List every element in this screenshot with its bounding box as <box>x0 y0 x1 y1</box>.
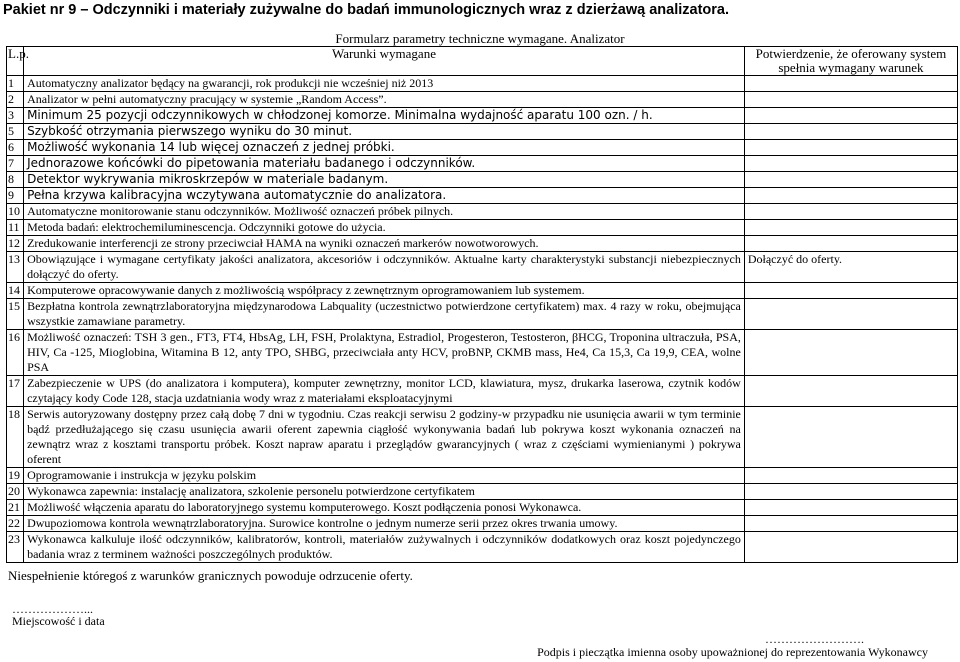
row-number: 14 <box>7 283 24 299</box>
row-requirement: Automatyczny analizator będący na gwarancji, rok produkcji nie wcześniej niż 2013 <box>24 76 745 92</box>
row-confirmation[interactable] <box>744 236 957 252</box>
row-number: 18 <box>7 407 24 468</box>
table-row <box>7 516 958 532</box>
row-requirement: Analizator w pełni automatyczny pracujący w systemie „Random Access”. <box>24 92 745 108</box>
row-confirmation[interactable] <box>744 532 957 563</box>
row-confirmation[interactable] <box>744 330 957 376</box>
table-row <box>7 76 958 92</box>
row-number: 8 <box>7 172 24 188</box>
form-title-text: Formularz parametry techniczne wymagane. <box>335 31 568 46</box>
row-number: 13 <box>7 252 24 283</box>
row-requirement: Automatyczne monitorowanie stanu odczynników. Możliwość oznaczeń próbek pilnych. <box>24 204 745 220</box>
requirements-table <box>6 46 958 563</box>
table-row <box>7 468 958 484</box>
row-requirement: Jednorazowe końcówki do pipetowania materiału badanego i odczynników. <box>24 156 745 172</box>
table-row <box>7 252 958 283</box>
row-number: 17 <box>7 376 24 407</box>
row-confirmation[interactable] <box>744 283 957 299</box>
table-row <box>7 407 958 468</box>
row-confirmation[interactable] <box>744 407 957 468</box>
row-confirmation[interactable] <box>744 220 957 236</box>
row-number: 22 <box>7 516 24 532</box>
row-requirement: Detektor wykrywania mikroskrzepów w materiale badanym. <box>24 172 745 188</box>
table-row <box>7 108 958 124</box>
row-requirement: Dwupoziomowa kontrola wewnątrzlaboratoryjna. Surowice kontrolne o jednym numerze serii przez okres trwania umowy. <box>24 516 745 532</box>
signature-dots: ……………………. <box>765 632 864 646</box>
row-confirmation[interactable] <box>744 172 957 188</box>
row-number: 9 <box>7 188 24 204</box>
row-number: 3 <box>7 108 24 124</box>
place-date-dots: ………………... <box>12 602 93 616</box>
row-number: 19 <box>7 468 24 484</box>
table-row <box>7 299 958 330</box>
row-confirmation[interactable] <box>744 500 957 516</box>
header-lp: L.p. <box>7 47 24 76</box>
row-confirmation[interactable] <box>744 484 957 500</box>
row-requirement: Szybkość otrzymania pierwszego wyniku do 30 minut. <box>24 124 745 140</box>
row-confirmation[interactable]: Dołączyć do oferty. <box>744 252 957 283</box>
table-row <box>7 140 958 156</box>
table-row <box>7 204 958 220</box>
row-confirmation[interactable] <box>744 188 957 204</box>
row-number: 2 <box>7 92 24 108</box>
row-confirmation[interactable] <box>744 140 957 156</box>
row-requirement: Obowiązujące i wymagane certyfikaty jakości analizatora, akcesoriów i odczynników. Aktualne karty charakterystyki substancji niebezpiecznych dołączyć do oferty. <box>24 252 745 283</box>
header-requirements: Warunki wymagane <box>24 47 745 76</box>
row-confirmation[interactable] <box>744 516 957 532</box>
table-row <box>7 124 958 140</box>
table-row <box>7 532 958 563</box>
page-heading: Pakiet nr 9 – Odczynniki i materiały zużywalne do badań immunologicznych wraz z dzierżawą analizatora. <box>3 2 730 18</box>
row-confirmation[interactable] <box>744 124 957 140</box>
row-confirmation[interactable] <box>744 204 957 220</box>
row-number: 11 <box>7 220 24 236</box>
row-number: 12 <box>7 236 24 252</box>
row-requirement: Minimum 25 pozycji odczynnikowych w chłodzonej komorze. Minimalna wydajność aparatu 100 ozn. / h. <box>24 108 745 124</box>
row-requirement: Wykonawca zapewnia: instalację analizatora, szkolenie personelu potwierdzone certyfikatem <box>24 484 745 500</box>
row-confirmation[interactable] <box>744 299 957 330</box>
row-requirement: Bezpłatna kontrola zewnątrzlaboratoryjna międzynarodowa Labquality (uczestnictwo potwierdzone certyfikatem) max. 4 razy w roku, obejmująca wszystkie zamawiane parametry. <box>24 299 745 330</box>
row-confirmation[interactable] <box>744 92 957 108</box>
row-confirmation[interactable] <box>744 376 957 407</box>
row-requirement: Możliwość oznaczeń: TSH 3 gen., FT3, FT4, HbsAg, LH, FSH, Prolaktyna, Estradiol, Progesteron, Testosteron, βHCG, Troponina ultraczuła, PSA, HIV, Ca -125, Mioglobina, Witamina B 12, anty TPO, SHBG, przeciwciała anty HCV, proBNP, CKMB mass, He4, Ca 15,3, Ca 19,9, CEA, wolne PSA <box>24 330 745 376</box>
table-row <box>7 220 958 236</box>
signature-label: Podpis i pieczątka imienna osoby upoważnionej do reprezentowania Wykonawcy <box>537 645 928 659</box>
row-requirement: Wykonawca kalkuluje ilość odczynników, kalibratorów, kontroli, materiałów zużywalnych i odczynników dodatkowych oraz koszt pojedynczego badania wraz z terminem ważności poszczególnych produktów. <box>24 532 745 563</box>
table-row <box>7 92 958 108</box>
table-row <box>7 330 958 376</box>
table-row <box>7 500 958 516</box>
row-number: 6 <box>7 140 24 156</box>
table-row <box>7 236 958 252</box>
table-row <box>7 188 958 204</box>
row-requirement: Możliwość wykonania 14 lub więcej oznaczeń z jednej próbki. <box>24 140 745 156</box>
table-header-row <box>7 47 958 76</box>
form-title-accent: Analizator <box>569 31 625 46</box>
row-requirement: Możliwość włączenia aparatu do laboratoryjnego systemu komputerowego. Koszt podłączenia ponosi Wykonawca. <box>24 500 745 516</box>
place-date-label: Miejscowość i data <box>12 614 105 628</box>
row-number: 7 <box>7 156 24 172</box>
row-number: 23 <box>7 532 24 563</box>
row-requirement: Zabezpieczenie w UPS (do analizatora i komputera), komputer zewnętrzny, monitor LCD, klawiatura, mysz, drukarka laserowa, czytnik kodów czytający kody Code 128, stacja uzdatniania wody wraz z materiałami eksploatacyjnymi <box>24 376 745 407</box>
row-requirement: Pełna krzywa kalibracyjna wczytywana automatycznie do analizatora. <box>24 188 745 204</box>
row-number: 5 <box>7 124 24 140</box>
row-confirmation[interactable] <box>744 76 957 92</box>
rejection-note: Niespełnienie któregoś z warunków granicznych powoduje odrzucenie oferty. <box>8 568 413 583</box>
row-requirement: Metoda badań: elektrochemiluminescencja. Odczynniki gotowe do użycia. <box>24 220 745 236</box>
table-row <box>7 376 958 407</box>
row-number: 15 <box>7 299 24 330</box>
row-confirmation[interactable] <box>744 468 957 484</box>
table-row <box>7 156 958 172</box>
row-confirmation[interactable] <box>744 108 957 124</box>
row-requirement: Zredukowanie interferencji ze strony przeciwciał HAMA na wyniki oznaczeń markerów nowotworowych. <box>24 236 745 252</box>
row-number: 20 <box>7 484 24 500</box>
table-row <box>7 283 958 299</box>
row-number: 10 <box>7 204 24 220</box>
header-confirmation: Potwierdzenie, że oferowany system spełnia wymagany warunek <box>744 47 957 76</box>
row-requirement: Serwis autoryzowany dostępny przez całą dobę 7 dni w tygodniu. Czas reakcji serwisu 2 godziny-w przypadku nie usunięcia awarii w tym terminie bądź przedłużającego się czasu usunięcia awarii oferent zapewnia ciągłość wykonywania badań lub pokrywa koszt wykonania oznaczeń na zewnątrz wraz z kosztami transportu próbek. Koszt napraw aparatu i przeglądów gwarancyjnych ( wraz z częściami wymienianymi ) pokrywa oferent <box>24 407 745 468</box>
table-row <box>7 484 958 500</box>
row-requirement: Komputerowe opracowywanie danych z możliwością współpracy z zewnętrznym oprogramowaniem lub systemem. <box>24 283 745 299</box>
form-title <box>0 32 960 46</box>
row-number: 21 <box>7 500 24 516</box>
table-row <box>7 172 958 188</box>
row-number: 1 <box>7 76 24 92</box>
row-requirement: Oprogramowanie i instrukcja w języku polskim <box>24 468 745 484</box>
row-number: 16 <box>7 330 24 376</box>
row-confirmation[interactable] <box>744 156 957 172</box>
